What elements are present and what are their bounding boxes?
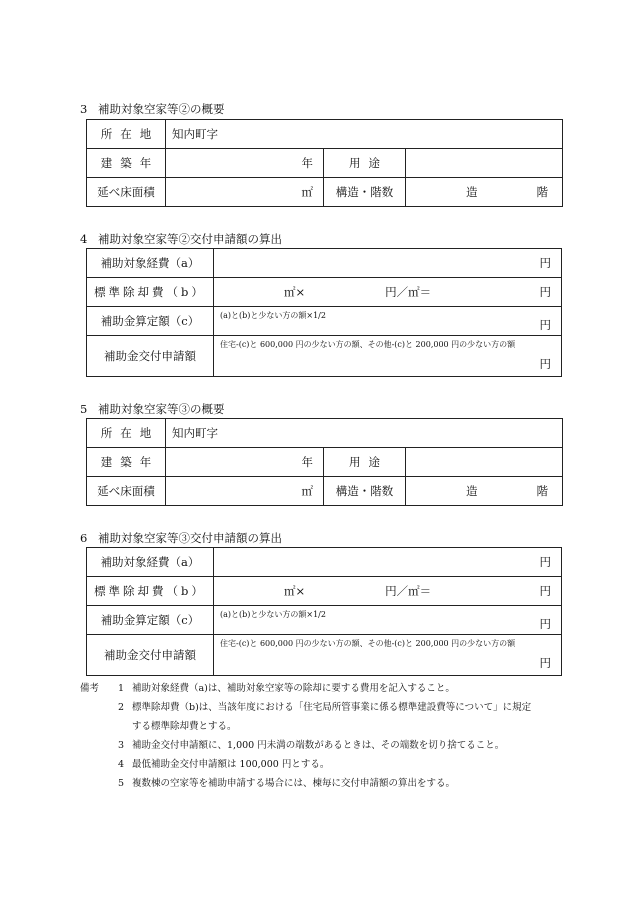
calc-field[interactable]: (a)と(b)と少ない方の額×1/2 円 (214, 606, 562, 635)
location-value[interactable]: 知内町字 (166, 419, 563, 448)
apply-label: 補助金交付申請額 (87, 635, 214, 676)
cost-field[interactable]: 円 (214, 249, 562, 278)
use-field[interactable] (406, 149, 563, 178)
area-label: 延べ床面積 (87, 477, 166, 506)
year-field[interactable]: 年 (166, 149, 324, 178)
cost-label: 補助対象経費（a） (87, 548, 214, 577)
remarks (80, 679, 560, 793)
remark-continuation: する標準除却費とする。 (132, 721, 237, 732)
remark-item: 5 複数棟の空家等を補助申請する場合には、棟毎に交付申請額の算出をする。 (118, 778, 456, 789)
section-title-6: 6 補助対象空家等③交付申請額の算出 (80, 531, 282, 545)
apply-label: 補助金交付申請額 (87, 336, 214, 377)
year-label: 建築年 (87, 149, 166, 178)
apply-field[interactable]: 住宅-(c)と 600,000 円の少ない方の額、その他-(c)と 200,000 円の少ない方の額 円 (214, 635, 562, 676)
overview-table-3 (86, 418, 563, 506)
section-title-3: 3 補助対象空家等②の概要 (80, 102, 225, 116)
location-label: 所在地 (87, 419, 166, 448)
removal-label: 標準除却費（b） (87, 278, 214, 307)
location-label: 所在地 (87, 120, 166, 149)
removal-label: 標準除却費（b） (87, 577, 214, 606)
cost-label: 補助対象経費（a） (87, 249, 214, 278)
calc-label: 補助金算定額（c） (87, 307, 214, 336)
area-label: 延べ床面積 (87, 178, 166, 207)
use-label: 用途 (324, 149, 406, 178)
overview-table-2 (86, 119, 563, 207)
section-title-5: 5 補助対象空家等③の概要 (80, 402, 225, 416)
year-field[interactable]: 年 (166, 448, 324, 477)
calc-field[interactable]: (a)と(b)と少ない方の額×1/2 円 (214, 307, 562, 336)
use-label: 用途 (324, 448, 406, 477)
area-field[interactable]: ㎡ (166, 178, 324, 207)
structure-field[interactable]: 造 階 (406, 178, 563, 207)
remark-item: 2 標準除却費（b)は、当該年度における「住宅局所管事業に係る標準建設費等について」に規定 (118, 702, 532, 713)
apply-field[interactable]: 住宅-(c)と 600,000 円の少ない方の額、その他-(c)と 200,000 円の少ない方の額 円 (214, 336, 562, 377)
structure-label: 構造・階数 (324, 178, 406, 207)
calc-table-2 (86, 248, 562, 377)
location-value[interactable]: 知内町字 (166, 120, 563, 149)
removal-field[interactable]: ㎡× 円／㎡＝ 円 (214, 577, 562, 606)
year-label: 建築年 (87, 448, 166, 477)
remark-item: 備考 1 補助対象経費（a)は、補助対象空家等の除却に要する費用を記入すること。 (80, 679, 560, 698)
remark-item: 4 最低補助金交付申請額は 100,000 円とする。 (118, 759, 330, 770)
remarks-lead: 備考 (80, 683, 100, 694)
removal-field[interactable]: ㎡× 円／㎡＝ 円 (214, 278, 562, 307)
area-field[interactable]: ㎡ (166, 477, 324, 506)
structure-label: 構造・階数 (324, 477, 406, 506)
structure-field[interactable]: 造 階 (406, 477, 563, 506)
remark-item: 3 補助金交付申請額に、1,000 円未満の端数があるときは、その端数を切り捨てること。 (118, 740, 505, 751)
use-field[interactable] (406, 448, 563, 477)
cost-field[interactable]: 円 (214, 548, 562, 577)
calc-label: 補助金算定額（c） (87, 606, 214, 635)
calc-table-3 (86, 547, 562, 676)
section-title-4: 4 補助対象空家等②交付申請額の算出 (80, 232, 282, 246)
